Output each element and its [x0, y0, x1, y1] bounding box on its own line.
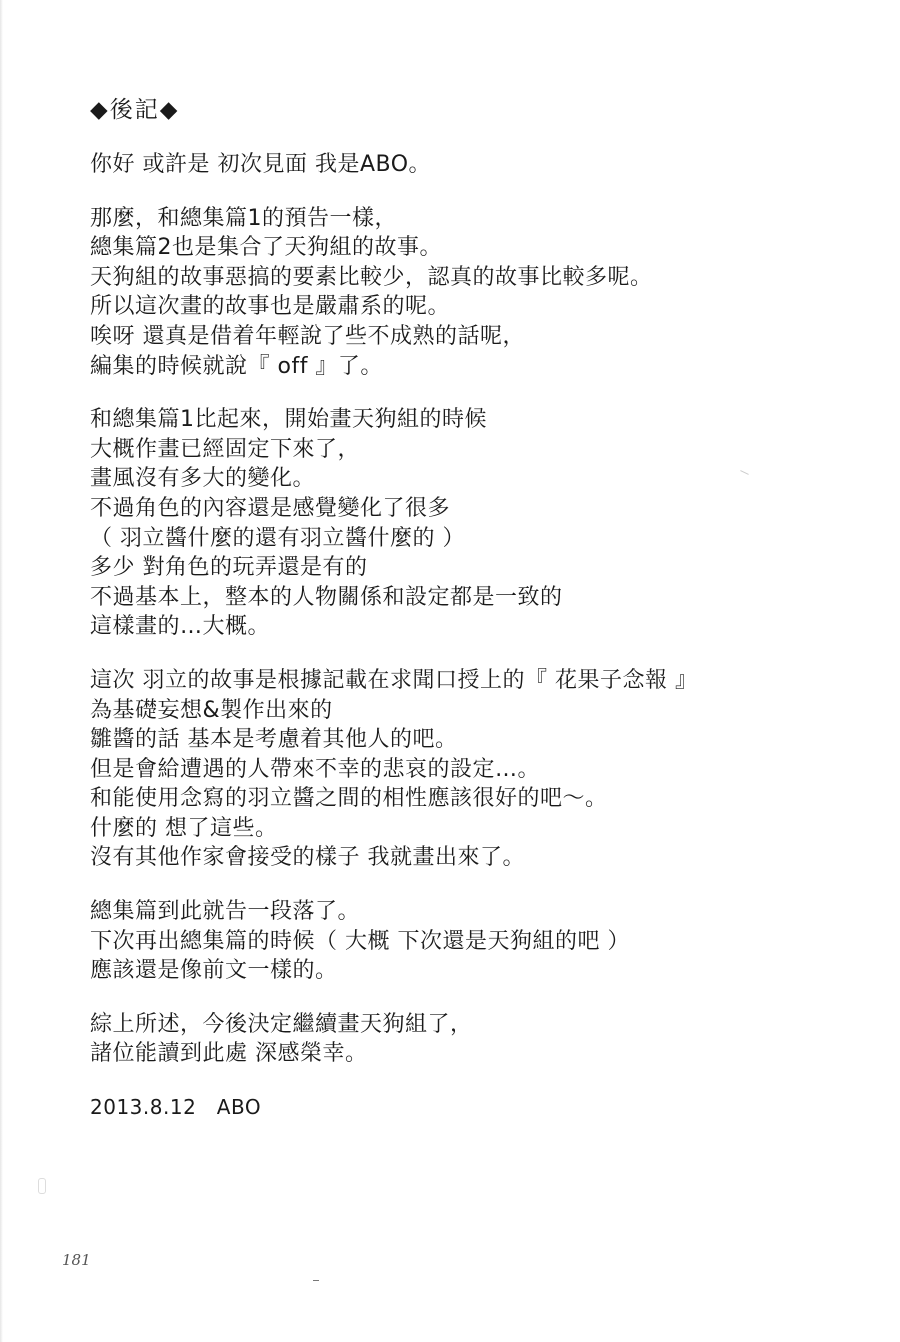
paragraph-closing — [90, 1010, 830, 1069]
text-line: 所以這次畫的故事也是嚴肅系的呢。 — [90, 294, 451, 320]
text-line: 諸位能讀到此處 深感榮幸。 — [90, 1041, 368, 1067]
signature-date: 2013.8.12 ABO — [90, 1095, 262, 1120]
text-line: 畫風沒有多大的變化。 — [90, 466, 316, 492]
text-line: 編集的時候就說『 off 』了。 — [90, 353, 383, 379]
text-line: 應該還是像前文一樣的。 — [90, 958, 338, 984]
scan-speck — [313, 1280, 319, 1281]
afterword-body — [90, 92, 830, 1122]
text-line: 不過角色的內容還是感覺變化了很多 — [90, 495, 451, 521]
text-line: 多少 對角色的玩弄還是有的 — [90, 555, 368, 581]
paragraph-next-volume — [90, 897, 830, 986]
page-number: 181 — [62, 1251, 91, 1269]
text-line: 什麼的 想了這些。 — [90, 815, 278, 841]
text-line: 這次 羽立的故事是根據記載在求聞口授上的『 花果子念報 』 — [90, 667, 698, 693]
page-edge-shadow — [0, 0, 3, 1342]
text-line: 那麼，和總集篇1的預告一樣， — [90, 205, 397, 231]
text-line: 天狗組的故事惡搞的要素比較少，認真的故事比較多呢。 — [90, 264, 653, 290]
text-line: 這樣畫的…大概。 — [90, 614, 271, 640]
text-line: 但是會給遭遇的人帶來不幸的悲哀的設定…。 — [90, 756, 541, 782]
text-line: 下次再出總集篇的時候（ 大概 下次還是天狗組的吧 ） — [90, 928, 630, 954]
paragraph-art-style — [90, 405, 830, 642]
paragraph-compilation — [90, 204, 830, 382]
text-line: 沒有其他作家會接受的樣子 我就畫出來了。 — [90, 845, 525, 871]
scan-speck — [38, 1178, 46, 1194]
text-line: 總集篇到此就告一段落了。 — [90, 899, 361, 925]
text-line: 不過基本上，整本的人物關係和設定都是一致的 — [90, 584, 563, 610]
text-line: 大概作畫已經固定下來了， — [90, 436, 361, 462]
text-line: 和能使用念寫的羽立醬之間的相性應該很好的吧～。 — [90, 786, 608, 812]
paragraph-story-notes — [90, 666, 830, 873]
text-line: 雛醬的話 基本是考慮着其他人的吧。 — [90, 727, 458, 753]
text-line: 總集篇2也是集合了天狗組的故事。 — [90, 235, 442, 261]
text-line: 為基礎妄想&製作出來的 — [90, 697, 333, 723]
text-line: 唉呀 還真是借着年輕說了些不成熟的話呢， — [90, 323, 525, 349]
text-line: （ 羽立醬什麼的還有羽立醬什麼的 ） — [90, 525, 465, 551]
afterword-title: ◆後記◆ — [90, 97, 180, 123]
text-line: 和總集篇1比起來，開始畫天狗組的時候 — [90, 407, 487, 433]
text-line: 綜上所述，今後決定繼續畫天狗組了， — [90, 1011, 473, 1037]
text-line: 你好 或許是 初次見面 我是ABO。 — [90, 152, 432, 177]
paragraph-greeting — [90, 150, 830, 180]
